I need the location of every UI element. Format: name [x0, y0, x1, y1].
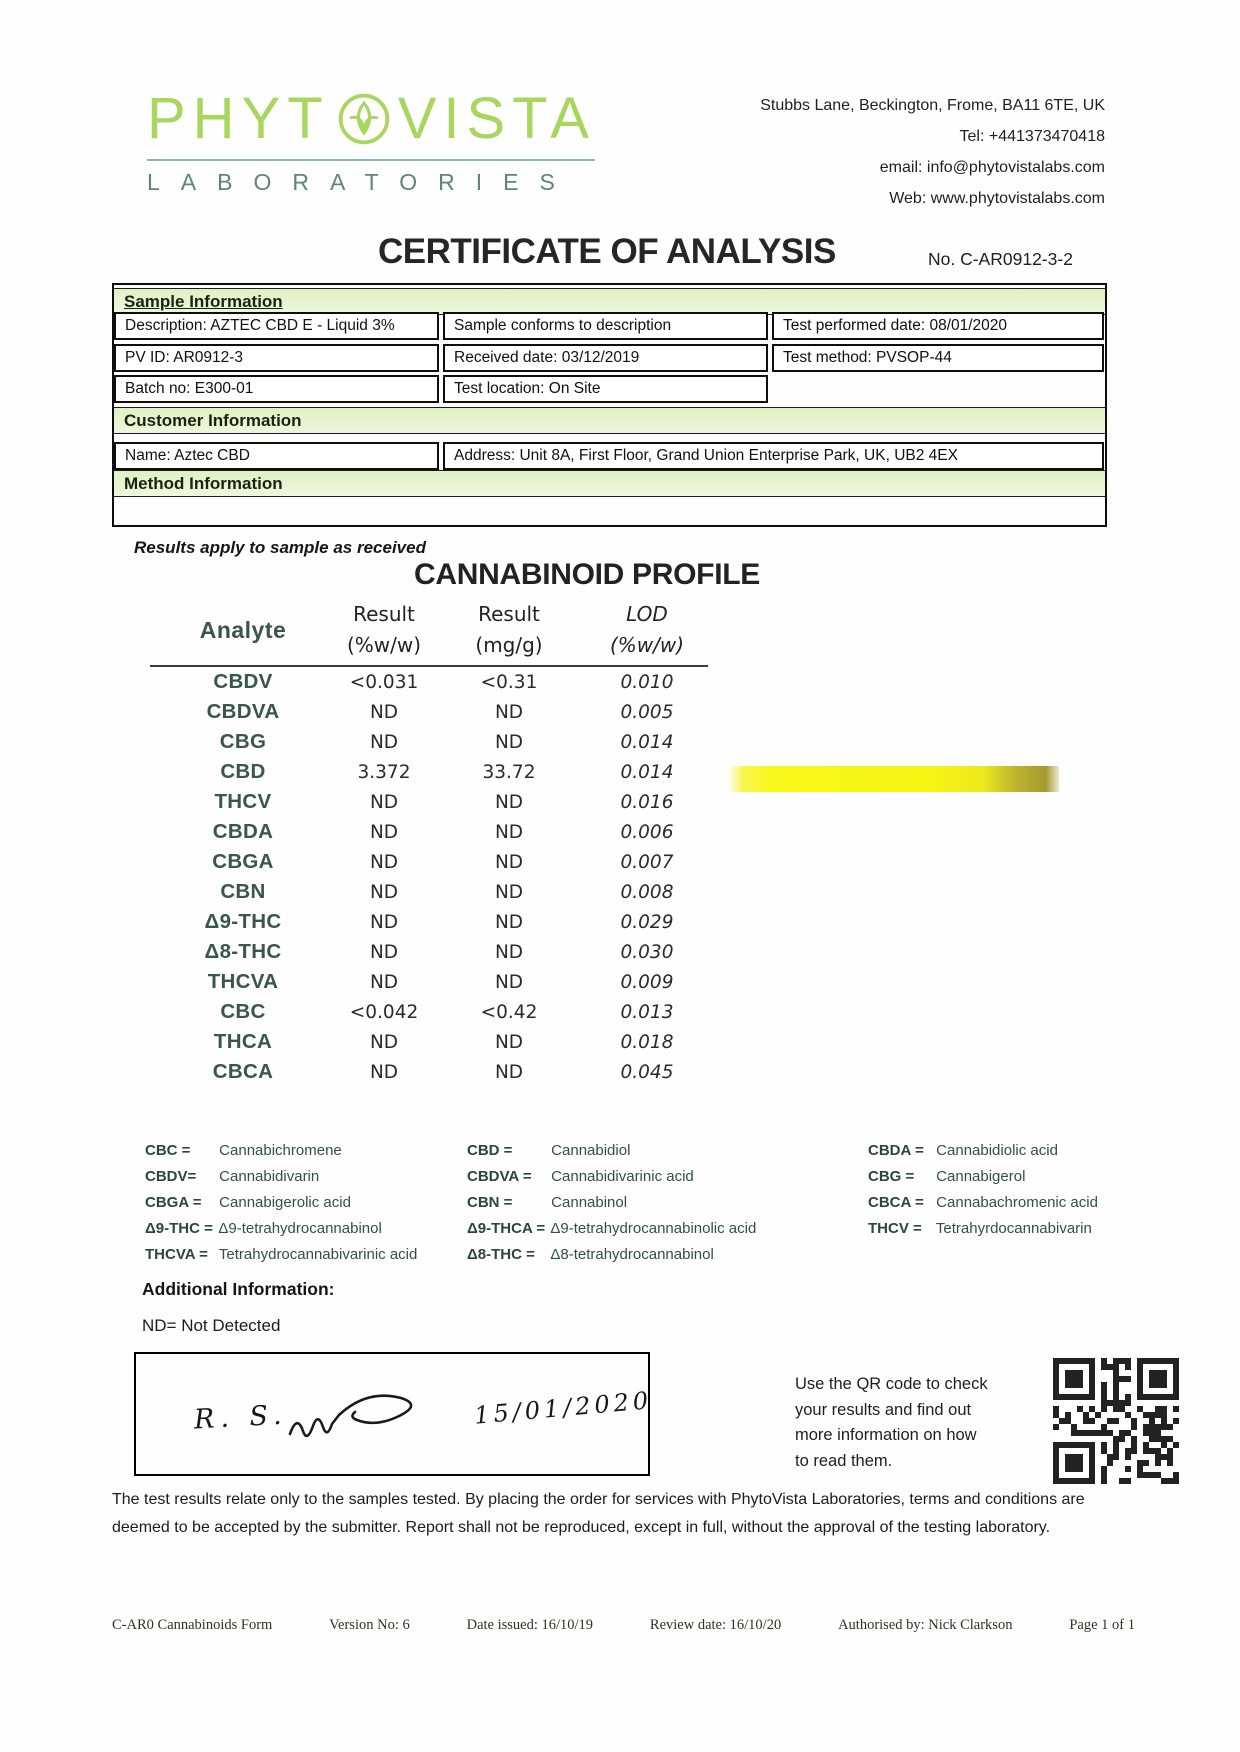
footer-page-number: Page 1 of 1 [1069, 1617, 1135, 1633]
legend-item: CBDA = Cannabidiolic acid [868, 1142, 1058, 1159]
sample-description-cell: Description: AZTEC CBD E - Liquid 3% [114, 312, 439, 340]
legend-item: Δ9-THC = Δ9-tetrahydrocannabinol [145, 1220, 382, 1237]
contact-address: Stubbs Lane, Beckington, Frome, BA11 6TE, UK [760, 97, 1105, 114]
logo-wordmark [147, 86, 596, 151]
additional-information-heading: Additional Information: [142, 1279, 335, 1299]
signature-box [134, 1352, 654, 1476]
signature-date: 15/01/2020 [473, 1386, 654, 1430]
table-row: CBG ND ND 0.014 [219, 730, 674, 753]
footer-date-issued: Date issued: 16/10/19 [466, 1617, 594, 1633]
legend-column-1 [145, 1138, 417, 1268]
customer-name-cell: Name: Aztec CBD [114, 442, 439, 470]
legend-column-2 [467, 1138, 756, 1268]
logo-word-left: PHYT [147, 86, 330, 151]
legend-item: THCV = Tetrahyrdocannabivarin [868, 1220, 1092, 1237]
signature-squiggle [284, 1390, 464, 1454]
test-performed-date-cell: Test performed date: 08/01/2020 [772, 312, 1104, 340]
col-result-mg: Result (mg/g) [475, 602, 543, 657]
pv-id-cell: PV ID: AR0912-3 [114, 344, 439, 372]
received-date-cell: Received date: 03/12/2019 [443, 344, 768, 372]
table-row-cbd: CBD 3.372 33.72 0.014 [220, 760, 674, 783]
legend-item: Δ8-THC = Δ8-tetrahydrocannabinol [467, 1246, 714, 1263]
footer-review-date: Review date: 16/10/20 [649, 1617, 782, 1633]
cannabinoid-table [150, 599, 708, 1087]
contact-block [760, 90, 1105, 214]
test-location-cell: Test location: On Site [443, 375, 768, 403]
legend-item: CBGA = Cannabigerolic acid [145, 1194, 351, 1211]
document-title: CERTIFICATE OF ANALYSIS [378, 232, 836, 271]
table-row: CBGA ND ND 0.007 [212, 850, 674, 873]
contact-tel: Tel: +441373470418 [959, 128, 1105, 145]
table-row: Δ9-THC ND ND 0.029 [204, 910, 674, 933]
certificate-number: No. C-AR0912-3-2 [928, 249, 1073, 269]
legend-item: CBN = Cannabinol [467, 1194, 628, 1211]
legend-item: Δ9-THCA = Δ9-tetrahydrocannabinolic acid [467, 1220, 757, 1237]
legend-item: CBDVA = Cannabidivarinic acid [467, 1168, 694, 1185]
table-row: THCVA ND ND 0.009 [207, 970, 674, 993]
col-result-pct: Result (%w/w) [346, 602, 422, 657]
cbd-highlight-band [727, 766, 1059, 792]
table-row: Δ8-THC ND ND 0.030 [204, 940, 674, 963]
leaf-icon [336, 91, 392, 147]
logo [147, 86, 596, 196]
qr-code [1053, 1358, 1179, 1484]
method-information-header: Method Information [114, 470, 1105, 497]
contact-email: email: info@phytovistalabs.com [879, 159, 1105, 176]
legend-item: CBC = Cannabichromene [145, 1142, 342, 1159]
logo-subtitle: LABORATORIES [147, 159, 595, 196]
logo-word-right: VISTA [397, 86, 596, 151]
legend-item: CBG = Cannabigerol [868, 1168, 1026, 1185]
contact-web: Web: www.phytovistalabs.com [889, 190, 1105, 207]
legend-item: CBCA = Cannabachromenic acid [868, 1194, 1098, 1211]
sample-conforms-cell: Sample conforms to description [443, 312, 768, 340]
cannabinoid-profile-title: CANNABINOID PROFILE [414, 558, 760, 591]
table-row: CBCA ND ND 0.045 [212, 1060, 674, 1083]
table-row: THCA ND ND 0.018 [213, 1030, 674, 1053]
col-lod: LOD (%w/w) [609, 602, 685, 657]
table-row: CBDA ND ND 0.006 [212, 820, 674, 843]
footer-form-name: C-AR0 Cannabinoids Form [112, 1617, 273, 1633]
signature-initials: R. S. [193, 1399, 289, 1436]
col-analyte: Analyte [199, 616, 287, 643]
cannabinoid-table-header [150, 599, 708, 661]
footer-authorised-by: Authorised by: Nick Clarkson [838, 1617, 1013, 1633]
disclaimer-text: The test results relate only to the samples tested. By placing the order for services with PhytoVista Laboratories, terms and conditions are deemed to be accepted by the submitter. Report shall not be reproduced, except in full, without the approval of the testing laboratory. [112, 1491, 1085, 1536]
table-row: CBC <0.042 <0.42 0.013 [220, 1000, 674, 1023]
batch-no-cell: Batch no: E300-01 [114, 375, 439, 403]
results-note: Results apply to sample as received [134, 538, 426, 557]
footer-version: Version No: 6 [329, 1617, 410, 1633]
legend-item: CBD = Cannabidiol [467, 1142, 631, 1159]
qr-instructions: Use the QR code to check your results and find out more information on how to read them. [795, 1375, 988, 1470]
legend-item: THCVA = Tetrahydrocannabivarinic acid [145, 1246, 418, 1263]
nd-note: ND= Not Detected [142, 1316, 281, 1335]
table-row: CBDVA ND ND 0.005 [206, 700, 674, 723]
sample-information-header: Sample Information [114, 288, 1105, 315]
footer-line [112, 1617, 1135, 1634]
test-method-cell: Test method: PVSOP-44 [772, 344, 1104, 372]
table-row: THCV ND ND 0.016 [214, 790, 674, 813]
info-tables [112, 283, 1107, 527]
legend-item: CBDV= Cannabidivarin [145, 1168, 320, 1185]
customer-information-header: Customer Information [114, 407, 1105, 434]
legend-column-3 [868, 1138, 1098, 1242]
customer-address-cell: Address: Unit 8A, First Floor, Grand Union Enterprise Park, UK, UB2 4EX [443, 442, 1104, 470]
table-row: CBN ND ND 0.008 [220, 880, 674, 903]
table-row: CBDV <0.031 <0.31 0.010 [213, 670, 674, 693]
